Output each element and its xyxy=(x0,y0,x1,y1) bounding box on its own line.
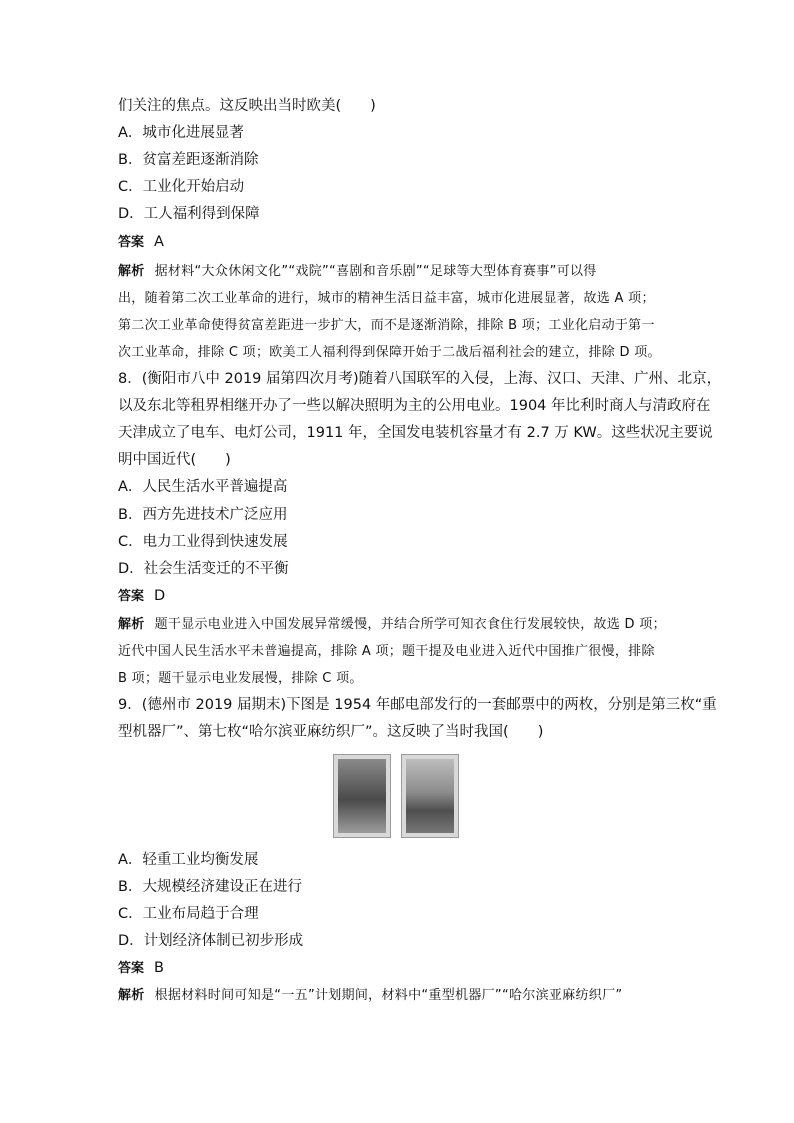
q9-analysis-line-1 xyxy=(118,986,678,1006)
q9-analysis-label: 解析 xyxy=(118,988,145,1003)
q8-answer-value: D xyxy=(154,588,166,604)
q9-option-d: D．计划经济体制已初步形成 xyxy=(118,933,304,949)
stamps-figure xyxy=(333,754,459,838)
q7-option-d: D．工人福利得到保障 xyxy=(118,206,260,222)
q9-option-a: A．轻重工业均衡发展 xyxy=(118,852,259,868)
q7-option-a: A．城市化进展显著 xyxy=(118,125,244,141)
stamp-heavy-machinery-plant xyxy=(333,754,391,838)
stamp-harbin-flax-mill xyxy=(401,754,459,838)
q7-analysis-label: 解析 xyxy=(118,264,145,279)
q7-analysis-line-2: 出，随着第二次工业革命的进行，城市的精神生活日益丰富，城市化进展显著，故选 A 项； xyxy=(118,291,655,306)
q9-analysis-text-1: 根据材料时间可知是“一五”计划期间，材料中“重型机器厂”“哈尔滨亚麻纺织厂” xyxy=(154,988,623,1003)
q9-answer-label: 答案 xyxy=(118,961,145,976)
q8-analysis-line-2: 近代中国人民生活水平未普遍提高，排除 A 项；题干提及电业进入近代中国推广很慢，排除 xyxy=(118,644,655,659)
q7-analysis-text-1: 据材料“大众休闲文化”“戏院”“喜剧和音乐剧”“足球等大型体育赛事”可以得 xyxy=(154,264,597,279)
q7-option-c: C．工业化开始启动 xyxy=(118,179,245,195)
q7-answer-value: A xyxy=(154,234,164,250)
q8-option-c: C．电力工业得到快速发展 xyxy=(118,534,288,550)
q7-answer xyxy=(118,232,678,253)
q7-answer-label: 答案 xyxy=(118,235,145,250)
q8-stem-line-1: 8．(衡阳市八中 2019 届第四次月考)随着八国联军的入侵，上海、汉口、天津、广州、北京， xyxy=(118,371,722,387)
q8-answer xyxy=(118,586,678,607)
q7-analysis-line-1 xyxy=(118,262,678,282)
q7-stem-tail: 们关注的焦点。这反映出当时欧美( ) xyxy=(118,98,376,114)
q8-answer-label: 答案 xyxy=(118,589,145,604)
q9-answer-value: B xyxy=(154,960,164,976)
q7-option-b: B．贫富差距逐渐消除 xyxy=(118,152,259,168)
q9-answer xyxy=(118,958,678,979)
q8-option-d: D．社会生活变迁的不平衡 xyxy=(118,561,289,577)
q9-stem-line-1: 9．(德州市 2019 届期末)下图是 1954 年邮电部发行的一套邮票中的两枚，分别是第三枚“重 xyxy=(118,697,717,713)
q8-option-a: A．人民生活水平普遍提高 xyxy=(118,479,288,495)
q8-stem-line-4: 明中国近代( ) xyxy=(118,452,231,468)
q8-analysis-label: 解析 xyxy=(118,617,145,632)
q8-analysis-text-1: 题干显示电业进入中国发展异常缓慢，并结合所学可知衣食住行发展较快，故选 D 项； xyxy=(154,617,666,632)
q9-option-c: C．工业布局趋于合理 xyxy=(118,906,259,922)
q8-stem-line-3: 天津成立了电车、电灯公司，1911 年，全国发电装机容量才有 2.7 万 KW。这些状况主要说 xyxy=(118,425,713,441)
q8-analysis-line-1 xyxy=(118,615,678,635)
q7-analysis-line-4: 次工业革命，排除 C 项；欧美工人福利得到保障开始于二战后福利社会的建立，排除 D 项。 xyxy=(118,345,661,360)
q9-option-b: B．大规模经济建设正在进行 xyxy=(118,879,302,895)
q8-option-b: B．西方先进技术广泛应用 xyxy=(118,507,288,523)
q7-analysis-line-3: 第二次工业革命使得贫富差距进一步扩大，而不是逐渐消除，排除 B 项；工业化启动于第一 xyxy=(118,318,655,333)
q8-analysis-line-3: B 项；题干显示电业发展慢，排除 C 项。 xyxy=(118,671,363,686)
q9-stem-line-2: 型机器厂”、第七枚“哈尔滨亚麻纺织厂”。这反映了当时我国( ) xyxy=(118,724,544,740)
q8-stem-line-2: 以及东北等租界相继开办了一些以解决照明为主的公用电业。1904 年比利时商人与清政府在 xyxy=(118,398,711,414)
